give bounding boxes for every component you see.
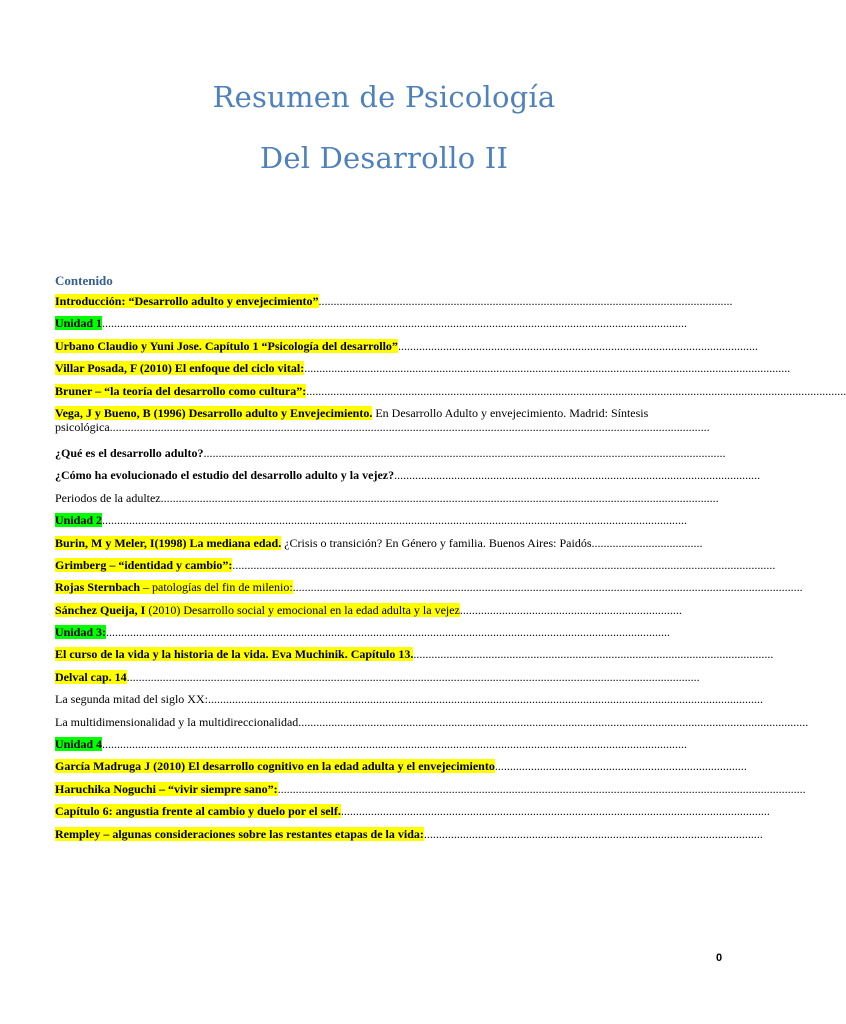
toc-entry-title: Unidad 4 — [55, 737, 103, 752]
toc-entry-bruner[interactable]: Bruner – “la teoría del desarrollo como cultura”:.................................................................................................................................................................................... — [55, 383, 846, 398]
toc-entry-title: ¿Cómo ha evolucionado el estudio del desarrollo adulto y la vejez? — [55, 468, 395, 483]
document-title-line-2: Del Desarrollo II — [259, 141, 509, 175]
toc-entry-title: Rojas Sternbach — [55, 580, 141, 595]
toc-entry-sanchez-queija[interactable]: Sánchez Queija, I (2010) Desarrollo social y emocional en la edad adulta y la vejez.......................................................................... — [55, 602, 682, 617]
toc-entry-title: La segunda mitad del siglo XX: — [55, 692, 208, 707]
toc-entry-title: Rempley – algunas consideraciones sobre las restantes etapas de la vida: — [55, 826, 424, 841]
toc-entry-title: El curso de la vida y la historia de la vida. Eva Muchinik. Capítulo 13. — [55, 647, 414, 662]
toc-entry-detail: (2010) Desarrollo social y emocional en la edad adulta y la vejez — [145, 602, 460, 617]
toc-entry-introduccion[interactable]: Introducción: “Desarrollo adulto y envejecimiento”.......................................................................................................................................... — [55, 294, 733, 308]
toc-entry-villar-posada[interactable]: Villar Posada, F (2010) El enfoque del ciclo vital:.................................................................................................................................................................. — [55, 361, 791, 376]
toc-entry-detail: En Desarrollo Adulto y envejecimiento. Madrid: Síntesis — [372, 405, 649, 420]
toc-entry-unidad-1[interactable]: Unidad 1................................................................................................................................................................................................... — [55, 316, 688, 331]
toc-entry-title: Unidad 1 — [55, 316, 103, 331]
toc-entry-haruchika-noguchi[interactable]: Haruchika Noguchi – “vivir siempre sano”:................................................................................................................................................................................ — [55, 781, 806, 796]
toc-entry-delval-cap-14[interactable]: Delval cap. 14............................................................................................................................................................................................... — [55, 669, 700, 684]
toc-entry-title: Urbano Claudio y Yuni Jose. Capítulo 1 “Psicología del desarrollo” — [55, 338, 398, 353]
toc-entry-rojas-sternbach[interactable]: Rojas Sternbach – patologías del fin de milenio:.......................................................................................................................................................................... — [55, 580, 803, 595]
toc-entry-segunda-mitad-siglo-xx[interactable]: La segunda mitad del siglo XX:......................................................................................................................................................................................... — [55, 692, 763, 707]
toc-entry-que-es-desarrollo-adulto[interactable]: ¿Qué es el desarrollo adulto?.............................................................................................................................................................................. — [55, 445, 726, 460]
toc-entry-title: Grimberg – “identidad y cambio”: — [55, 557, 233, 572]
toc-entry-title: Sánchez Queija, I — [55, 602, 146, 617]
toc-entry-title: Villar Posada, F (2010) El enfoque del ciclo vital: — [55, 361, 305, 376]
toc-entry-title: ¿Qué es el desarrollo adulto? — [55, 445, 204, 460]
toc-entry-title: García Madruga J (2010) El desarrollo cognitivo en la edad adulta y el envejecimiento — [55, 759, 495, 774]
toc-entry-unidad-2[interactable]: Unidad 2................................................................................................................................................................................................... — [55, 513, 688, 528]
toc-entry-periodos-adultez[interactable]: Periodos de la adultez.......................................................................................................................................................................................... — [55, 490, 719, 505]
toc-entry-garcia-madruga[interactable]: García Madruga J (2010) El desarrollo cognitivo en la edad adulta y el envejecimiento.................................................................................... — [55, 759, 747, 774]
toc-entry-multidimensionalidad[interactable]: La multidimensionalidad y la multidireccionalidad.......................................................................................................................................................................... — [55, 714, 809, 729]
page-number: 0 — [716, 952, 723, 964]
toc-heading: Contenido — [55, 273, 113, 288]
toc-entry-rempley[interactable]: Rempley – algunas consideraciones sobre las restantes etapas de la vida:................................................................................................................. — [55, 826, 763, 841]
toc-entry-capitulo-6[interactable]: Capítulo 6: angustia frente al cambio y duelo por el self................................................................................................................................................ — [55, 804, 770, 819]
document-title-line-1: Resumen de Psicología — [212, 80, 556, 114]
toc-entry-burin-meler[interactable]: Burin, M y Meler, I(1998) La mediana edad. ¿Crisis o transición? En Género y familia. Buenos Aires: Paidós..................................... — [55, 535, 703, 550]
toc-entry-urbano-yuni[interactable]: Urbano Claudio y Yuni Jose. Capítulo 1 “Psicología del desarrollo”........................................................................................................................ — [55, 338, 758, 353]
toc-entry-detail-continued: psicológica — [55, 419, 110, 434]
toc-entry-title: Bruner – “la teoría del desarrollo como cultura”: — [55, 383, 307, 398]
toc-entry-unidad-3[interactable]: Unidad 3:............................................................................................................................................................................................ — [55, 625, 671, 640]
toc-entry-title: Vega, J y Bueno, B (1996) Desarrollo adulto y Envejecimiento. — [55, 405, 373, 420]
toc-entry-title: Capítulo 6: angustia frente al cambio y duelo por el self. — [55, 804, 341, 819]
toc-entry-title: Introducción: “Desarrollo adulto y envejecimiento” — [55, 294, 319, 308]
toc-entry-como-ha-evolucionado[interactable]: ¿Cómo ha evolucionado el estudio del desarrollo adulto y la vejez?.......................................................................................................................... — [55, 468, 761, 483]
toc-entry-title: Burin, M y Meler, I(1998) La mediana edad. — [55, 535, 282, 550]
toc-entry-detail: – patologías del fin de milenio: — [140, 580, 293, 595]
toc-entry-title: Periodos de la adultez — [55, 490, 161, 505]
toc-entry-grimberg[interactable]: Grimberg – “identidad y cambio”:..................................................................................................................................................................................... — [55, 557, 776, 572]
table-of-contents — [55, 294, 846, 849]
toc-entry-title: La multidimensionalidad y la multidireccionalidad — [55, 714, 299, 729]
toc-entry-detail: ¿Crisis o transición? En Género y familia. Buenos Aires: Paidós — [281, 535, 592, 550]
toc-entry-vega-bueno[interactable]: Vega, J y Bueno, B (1996) Desarrollo adulto y Envejecimiento. En Desarrollo Adulto y envejecimiento. Madrid: Síntesis psicológica........................................................................................................................................................................................................ — [55, 405, 710, 434]
toc-entry-title: Haruchika Noguchi – “vivir siempre sano”: — [55, 781, 278, 796]
toc-entry-unidad-4[interactable]: Unidad 4................................................................................................................................................................................................... — [55, 737, 688, 752]
toc-entry-title: Unidad 3: — [55, 625, 107, 640]
toc-entry-curso-de-la-vida[interactable]: El curso de la vida y la historia de la vida. Eva Muchinik. Capítulo 13......................................................................................................................... — [55, 647, 774, 662]
toc-entry-title: Unidad 2 — [55, 513, 103, 528]
toc-entry-title: Delval cap. 14 — [55, 669, 127, 684]
